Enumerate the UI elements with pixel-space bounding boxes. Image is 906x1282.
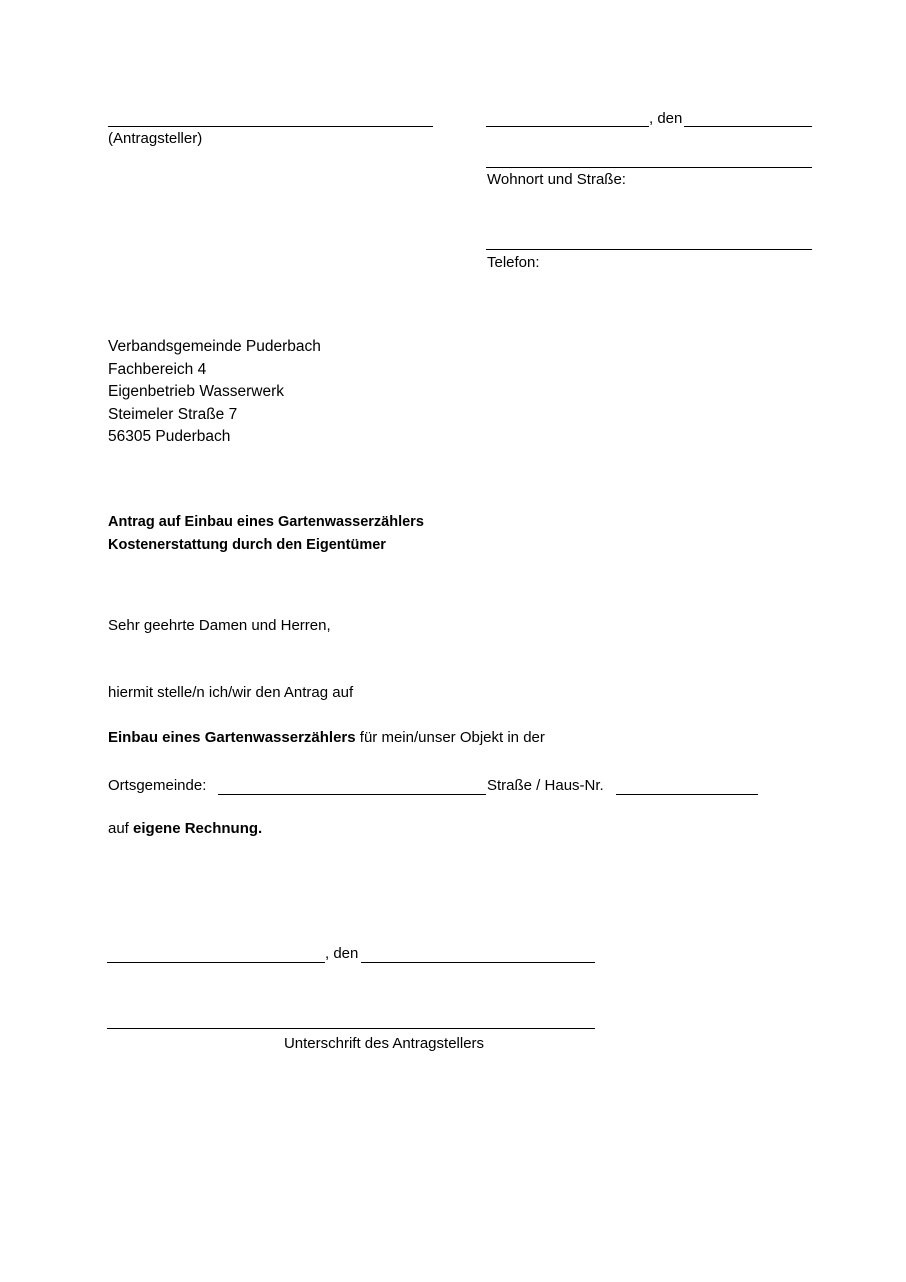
request-bold: Einbau eines Gartenwasserzählers xyxy=(108,729,356,746)
footer-place-line[interactable] xyxy=(107,962,325,963)
account-prefix: auf xyxy=(108,820,134,837)
footer-date-line[interactable] xyxy=(361,962,595,963)
recipient-line: 56305 Puderbach xyxy=(108,428,231,445)
phone-line[interactable] xyxy=(486,249,812,250)
recipient-line: Fachbereich 4 xyxy=(108,360,207,378)
account-bold: eigene Rechnung. xyxy=(133,820,263,837)
applicant-name-line[interactable] xyxy=(108,126,433,127)
request-rest: für mein/unser Objekt in der xyxy=(355,729,545,746)
header-place-line[interactable] xyxy=(486,126,649,127)
signature-line[interactable] xyxy=(107,1028,595,1029)
phone-label: Telefon: xyxy=(487,254,540,271)
subject xyxy=(108,511,424,556)
residence-line[interactable] xyxy=(486,167,812,168)
recipient-line: Steimeler Straße 7 xyxy=(108,405,238,423)
municipality-label: Ortsgemeinde: xyxy=(108,777,207,794)
recipient-line: Eigenbetrieb Wasserwerk xyxy=(108,383,285,400)
applicant-label: (Antragsteller) xyxy=(108,130,203,147)
subject-line-1: Antrag auf Einbau eines Gartenwasserzählers xyxy=(108,514,424,530)
subject-line-2: Kostenerstattung durch den Eigentümer xyxy=(108,536,386,553)
residence-label: Wohnort und Straße: xyxy=(487,171,626,188)
recipient-address xyxy=(108,336,321,449)
header-date-line[interactable] xyxy=(684,126,812,127)
intro-text: hiermit stelle/n ich/wir den Antrag auf xyxy=(108,684,354,701)
recipient-line: Verbandsgemeinde Puderbach xyxy=(108,338,321,355)
header-den-label: , den xyxy=(649,110,683,127)
account-sentence xyxy=(108,820,262,838)
salutation: Sehr geehrte Damen und Herren, xyxy=(108,617,331,634)
street-label: Straße / Haus-Nr. xyxy=(487,777,604,794)
street-line[interactable] xyxy=(616,794,758,795)
signature-label: Unterschrift des Antragstellers xyxy=(283,1035,485,1052)
municipality-line[interactable] xyxy=(218,794,486,795)
request-sentence xyxy=(108,729,545,747)
footer-den-label: , den xyxy=(325,945,359,962)
